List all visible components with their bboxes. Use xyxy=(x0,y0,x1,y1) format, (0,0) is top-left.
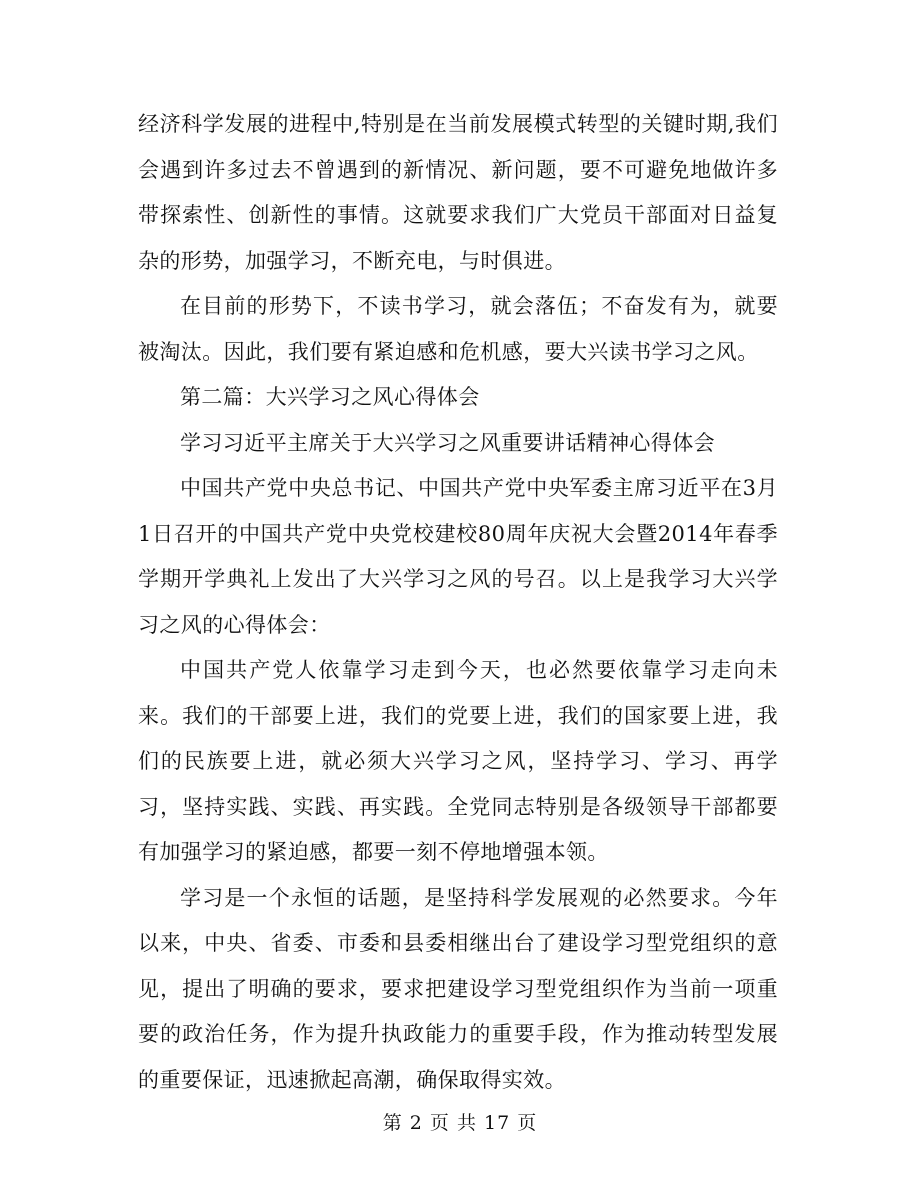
article-title: 学习习近平主席关于大兴学习之风重要讲话精神心得体会 xyxy=(180,430,715,455)
paragraph: 在目前的形势下，不读书学习，就会落伍；不奋发有为，就要被淘汰。因此，我们要有紧迫感和危机感，要大兴读书学习之风。 xyxy=(138,294,778,364)
paragraph: 学习是一个永恒的话题，是坚持科学发展观的必然要求。今年以来，中央、省委、市委和县委相继出台了建设学习型党组织的意见，提出了明确的要求，要求把建设学习型党组织作为当前一项重要的政治任务，作为提升执政能力的重要手段，作为推动转型发展的重要保证，迅速掀起高潮，确保取得实效。 xyxy=(138,885,778,1092)
paragraph-continuation: 经济科学发展的进程中,特别是在当前发展模式转型的关键时期,我们会遇到许多过去不曾遇到的新情况、新问题，要不可避免地做许多带探索性、创新性的事情。这就要求我们广大党员干部面对日益复杂的形势，加强学习，不断充电，与时俱进。 xyxy=(138,112,778,273)
paragraph: 中国共产党人依靠学习走到今天，也必然要依靠学习走向未来。我们的干部要上进，我们的党要上进，我们的国家要上进，我们的民族要上进，就必须大兴学习之风，坚持学习、学习、再学习，坚持实践、实践、再实践。全党同志特别是各级领导干部都要有加强学习的紧迫感，都要一刻不停地增强本领。 xyxy=(138,658,778,864)
section-heading: 第二篇：大兴学习之风心得体会 xyxy=(180,385,480,409)
paragraph: 中国共产党中央总书记、中国共产党中央军委主席习近平在3月1日召开的中国共产党中央党校建校80周年庆祝大会暨2014年春季学期开学典礼上发出了大兴学习之风的号召。以上是我学习大兴学习之风的心得体会： xyxy=(138,476,778,637)
page-number-footer: 第 2 页 共 17 页 xyxy=(382,1112,538,1134)
document-body xyxy=(138,102,778,1103)
